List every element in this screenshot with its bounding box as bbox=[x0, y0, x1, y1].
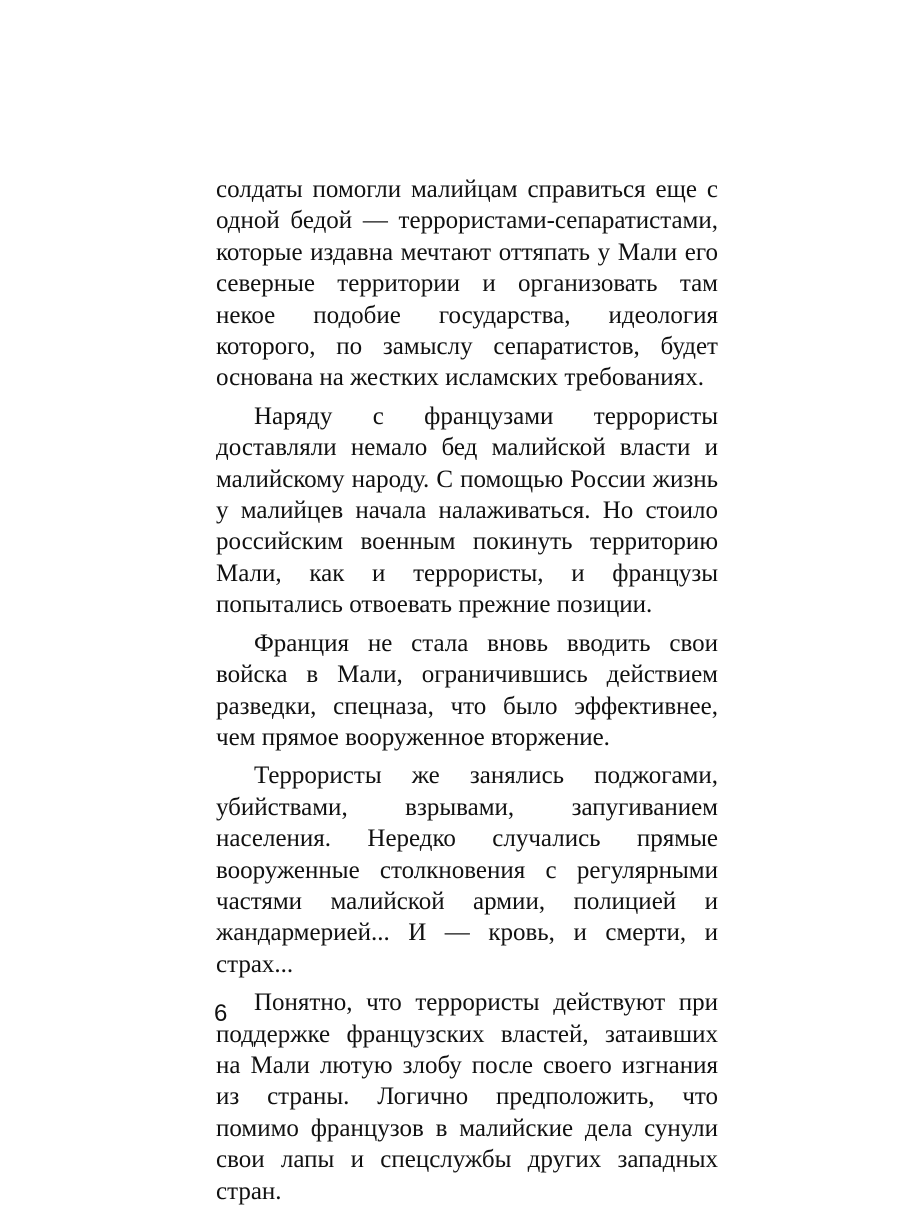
body-text bbox=[216, 174, 718, 1207]
paragraph: Понятно, что террористы действуют при поддержке французских властей, затаивших на Мали лютую злобу после своего изгнания из страны. Логично предположить, что помимо французов в малийские дела сунули свои лапы и спецслужбы других западных стран. bbox=[216, 989, 718, 1205]
paragraph: Франция не стала вновь вводить свои войска в Мали, ограничившись действием разведки, спецназа, что было эффективнее, чем прямое вооруженное вторжение. bbox=[216, 629, 718, 751]
paragraph: Наряду с французами террористы доставляли немало бед малийской власти и малийскому народу. С помощью России жизнь у малийцев начала налаживаться. Но стоило российским военным покинуть территорию Мали, как и террористы, и французы попытались отвоевать прежние позиции. bbox=[216, 402, 718, 619]
paragraph-continuation: солдаты помогли малийцам справиться еще с одной бедой — террористами-сепаратистами, которые издавна мечтают оттяпать у Мали его северные территории и организовать там некое подобие государства, идеология которого, по замыслу сепаратистов, будет основана на жестких исламских требованиях. bbox=[216, 176, 718, 392]
paragraph: Террористы же занялись поджогами, убийствами, взрывами, запугиванием населения. Нередко случались прямые вооруженные столкновения с регулярными частями малийской армии, полицией и жандармерией... И — кровь, и смерти, и страх... bbox=[216, 762, 718, 978]
page-number: 6 bbox=[214, 1000, 228, 1027]
